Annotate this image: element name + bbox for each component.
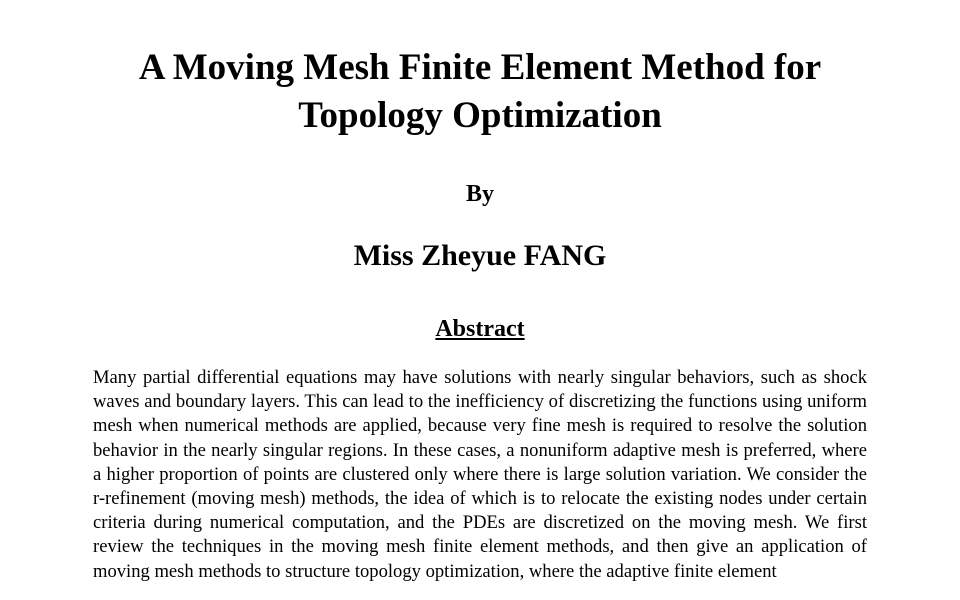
abstract-body: Many partial differential equations may have solutions with nearly singular behaviors, such as shock waves and boundary layers. This can lead to the inefficiency of discretizing the functions using uniform mesh when numerical methods are applied, because very fine mesh is required to resolve the solution behavior in the nearly singular regions. In these cases, a nonuniform adaptive mesh is preferred, where a higher proportion of points are clustered only where there is large solution variation. We consider the r-refinement (moving mesh) methods, the idea of which is to relocate the existing nodes under certain criteria during numerical computation, and the PDEs are discretized on the moving mesh. We first review the techniques in the moving mesh finite element methods, and then give an application of moving mesh methods to structure topology optimization, where the adaptive finite element <box>93 367 867 582</box>
paper-title <box>0 44 960 140</box>
author-name: Miss Zheyue FANG <box>353 239 607 272</box>
abstract-heading: Abstract <box>435 316 525 342</box>
paper-title-line-1: A Moving Mesh Finite Element Method for <box>138 47 822 88</box>
paper-title-line-2: Topology Optimization <box>298 95 662 136</box>
by-label: By <box>465 181 494 207</box>
